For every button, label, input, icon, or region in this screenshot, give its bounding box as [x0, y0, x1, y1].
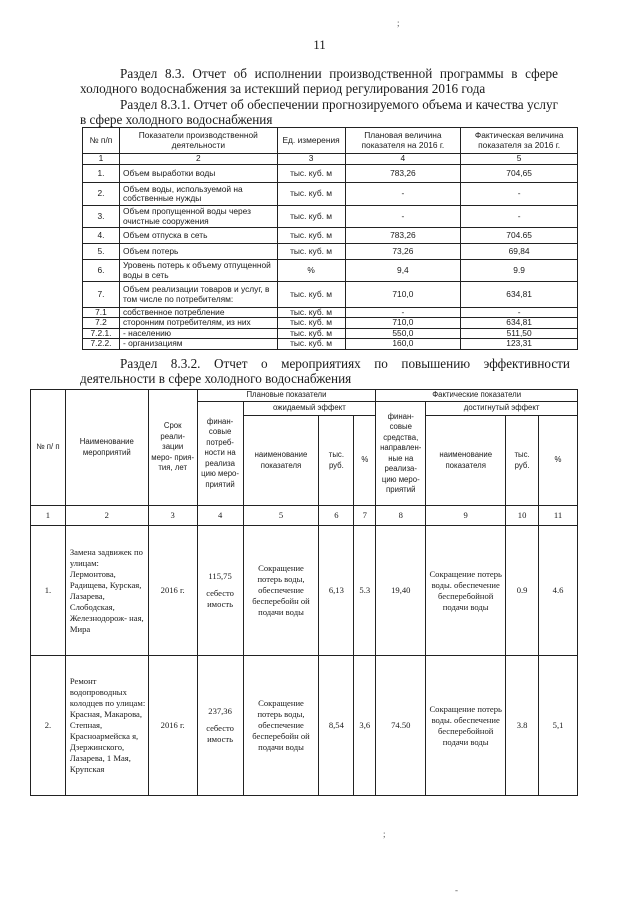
row-planned: - — [345, 308, 461, 318]
row-unit: тыс. куб. м — [277, 206, 345, 228]
header-planned: Плановая величина показателя на 2016 г. — [345, 128, 461, 154]
row-indicator: Объем выработки воды — [119, 165, 277, 183]
row-unit: % — [277, 260, 345, 282]
row-num: 2. — [83, 183, 120, 206]
row-num: 7. — [83, 282, 120, 308]
row-num: 4. — [83, 228, 120, 244]
scan-mark: ; — [397, 18, 400, 28]
row-actual-percent: 4.6 — [539, 526, 578, 656]
row-num: 2. — [31, 656, 66, 796]
row-actual: - — [461, 308, 578, 318]
row-actual: 123,31 — [461, 339, 578, 349]
row-unit: тыс. куб. м — [277, 183, 345, 206]
row-num: 7.2.1. — [83, 328, 120, 338]
table-row — [83, 260, 578, 282]
row-indicator: Объем воды, используемой на собственные нужды — [119, 183, 277, 206]
header-actual-group: Фактические показатели — [376, 390, 578, 402]
heading-section-8-3-2: Раздел 8.3.2. Отчет о мероприятиях по повышению эффективности деятельности в сфере холодного водоснабжения — [80, 356, 570, 386]
row-indicator: Объем потерь — [119, 244, 277, 260]
col-number: 4 — [345, 154, 461, 165]
header-actual: Фактическая величина показателя за 2016 г. — [461, 128, 578, 154]
row-unit: тыс. куб. м — [277, 308, 345, 318]
row-num: 3. — [83, 206, 120, 228]
row-unit: тыс. куб. м — [277, 328, 345, 338]
col-number: 11 — [539, 506, 578, 526]
row-num: 7.2 — [83, 318, 120, 328]
row-planned-fin-note: себесто имость — [206, 723, 234, 744]
col-number: 3 — [277, 154, 345, 165]
header-planned-group: Плановые показатели — [197, 390, 376, 402]
efficiency-measures-table — [30, 389, 578, 796]
row-actual: - — [461, 206, 578, 228]
row-num: 7.1 — [83, 308, 120, 318]
header-unit: Ед. измерения — [277, 128, 345, 154]
header-num: № п/ п — [31, 390, 66, 506]
row-planned: 710,0 — [345, 282, 461, 308]
row-indicator: Уровень потерь к объему отпущенной воды в сеть — [119, 260, 277, 282]
header-thous-rub-actual: тыс. руб. — [506, 416, 539, 506]
row-percent: 3,6 — [354, 656, 376, 796]
row-planned: 550,0 — [345, 328, 461, 338]
row-actual: 634,81 — [461, 318, 578, 328]
row-actual: 704.65 — [461, 228, 578, 244]
row-percent: 5.3 — [354, 526, 376, 656]
col-number: 8 — [376, 506, 426, 526]
row-unit: тыс. куб. м — [277, 228, 345, 244]
row-indicator: - организациям — [119, 339, 277, 349]
header-percent: % — [354, 416, 376, 506]
row-actual-fin: 74.50 — [376, 656, 426, 796]
col-number: 1 — [31, 506, 66, 526]
row-indicator: Объем отпуска в сеть — [119, 228, 277, 244]
row-unit: тыс. куб. м — [277, 244, 345, 260]
row-planned: 710,0 — [345, 318, 461, 328]
row-num: 7.2.2. — [83, 339, 120, 349]
col-number: 6 — [319, 506, 354, 526]
row-expected-effect: Сокращение потерь воды, обеспечение бесперебойн ой подачи воды — [243, 526, 319, 656]
row-actual: - — [461, 183, 578, 206]
row-indicator: Объем пропущенной воды через очистные сооружения — [119, 206, 277, 228]
page-number: 11 — [313, 37, 326, 52]
row-unit: тыс. куб. м — [277, 282, 345, 308]
col-number: 3 — [148, 506, 197, 526]
row-term: 2016 г. — [148, 656, 197, 796]
row-thous-rub: 6,13 — [319, 526, 354, 656]
col-number: 2 — [65, 506, 148, 526]
row-planned-fin-note: себесто имость — [206, 588, 234, 609]
header-percent-actual: % — [539, 416, 578, 506]
row-term: 2016 г. — [148, 526, 197, 656]
column-number-row — [83, 154, 578, 165]
row-planned: 73,26 — [345, 244, 461, 260]
row-actual: 634,81 — [461, 282, 578, 308]
row-actual-fin: 19,40 — [376, 526, 426, 656]
row-num: 6. — [83, 260, 120, 282]
col-number: 5 — [461, 154, 578, 165]
table-header-row — [83, 128, 578, 154]
row-measure-name: Ремонт водопроводных колодцев по улицам: Красная, Макарова, Степная, Красноармейска я, Дзержинского, Лазарева, 1 Мая, Крупская — [65, 656, 148, 796]
row-achieved-effect: Сокращение потерь воды. обеспечение бесперебойной подачи воды — [426, 526, 506, 656]
table-row — [83, 328, 578, 338]
col-number: 7 — [354, 506, 376, 526]
row-actual-thous-rub: 3.8 — [506, 656, 539, 796]
row-unit: тыс. куб. м — [277, 339, 345, 349]
col-number: 9 — [426, 506, 506, 526]
row-num: 1. — [31, 526, 66, 656]
row-indicator: собственное потребление — [119, 308, 277, 318]
row-indicator: сторонним потребителям, из них — [119, 318, 277, 328]
row-achieved-effect: Сокращение потерь воды. обеспечение бесперебойной подачи воды — [426, 656, 506, 796]
row-planned: - — [345, 183, 461, 206]
heading-section-8-3-1: Раздел 8.3.1. Отчет об обеспечении прогнозируемого объема и качества услуг в сфере холодного водоснабжения — [80, 97, 558, 127]
col-number: 2 — [119, 154, 277, 165]
scan-mark: - — [455, 885, 458, 895]
header-thous-rub: тыс. руб. — [319, 416, 354, 506]
row-planned: 783,26 — [345, 228, 461, 244]
table-row — [83, 339, 578, 349]
row-num: 5. — [83, 244, 120, 260]
header-effect-name: наименование показателя — [243, 416, 319, 506]
header-effect-name-actual: наименование показателя — [426, 416, 506, 506]
header-actual-fin: финан- совые средства, направлен- ные на реализа- цию меро- приятий — [376, 402, 426, 506]
row-num: 1. — [83, 165, 120, 183]
row-planned: 783,26 — [345, 165, 461, 183]
row-actual-percent: 5,1 — [539, 656, 578, 796]
table-row — [83, 308, 578, 318]
table-row — [83, 165, 578, 183]
row-planned-fin-value: 115,75 — [208, 571, 232, 581]
table-row — [83, 318, 578, 328]
row-actual: 9.9 — [461, 260, 578, 282]
row-indicator: Объем реализации товаров и услуг, в том числе по потребителям: — [119, 282, 277, 308]
row-planned: 160,0 — [345, 339, 461, 349]
table-row — [83, 282, 578, 308]
row-thous-rub: 8,54 — [319, 656, 354, 796]
table-row — [83, 206, 578, 228]
col-number: 5 — [243, 506, 319, 526]
table-row — [83, 244, 578, 260]
table-row — [31, 526, 578, 656]
row-planned: - — [345, 206, 461, 228]
row-unit: тыс. куб. м — [277, 318, 345, 328]
row-planned-fin-value: 237,36 — [208, 706, 232, 716]
table-row — [31, 656, 578, 796]
col-number: 10 — [506, 506, 539, 526]
header-measure-name: Наименование мероприятий — [65, 390, 148, 506]
header-planned-fin: финан- совые потреб- ности на реализа цию меро- приятий — [197, 402, 243, 506]
row-actual: 511,50 — [461, 328, 578, 338]
col-number: 4 — [197, 506, 243, 526]
table-row — [83, 228, 578, 244]
row-indicator: - населению — [119, 328, 277, 338]
row-planned-fin — [197, 656, 243, 796]
row-actual: 704,65 — [461, 165, 578, 183]
row-planned: 9,4 — [345, 260, 461, 282]
column-number-row — [31, 506, 578, 526]
row-actual: 69,84 — [461, 244, 578, 260]
col-number: 1 — [83, 154, 120, 165]
row-planned-fin — [197, 526, 243, 656]
table-row — [83, 183, 578, 206]
header-achieved-effect: достигнутый эффект — [426, 402, 578, 416]
row-actual-thous-rub: 0.9 — [506, 526, 539, 656]
row-expected-effect: Сокращение потерь воды, обеспечение бесперебойн ой подачи воды — [243, 656, 319, 796]
header-num: № п/п — [83, 128, 120, 154]
production-indicators-table — [82, 127, 578, 350]
scan-mark: ; — [383, 829, 386, 839]
row-measure-name: Замена задвижек по улицам: Лермонтова, Радищева, Курская, Лазарева, Слободская, Железнодорож- ная, Мира — [65, 526, 148, 656]
header-indicator: Показатели производственной деятельности — [119, 128, 277, 154]
header-term: Срок реали- зации меро- прия- тия, лет — [148, 390, 197, 506]
row-unit: тыс. куб. м — [277, 165, 345, 183]
header-expected-effect: ожидаемый эффект — [243, 402, 376, 416]
heading-section-8-3: Раздел 8.3. Отчет об исполнении производственной программы в сфере холодного водоснабжения за истекший период регулирования 2016 года — [80, 66, 558, 96]
